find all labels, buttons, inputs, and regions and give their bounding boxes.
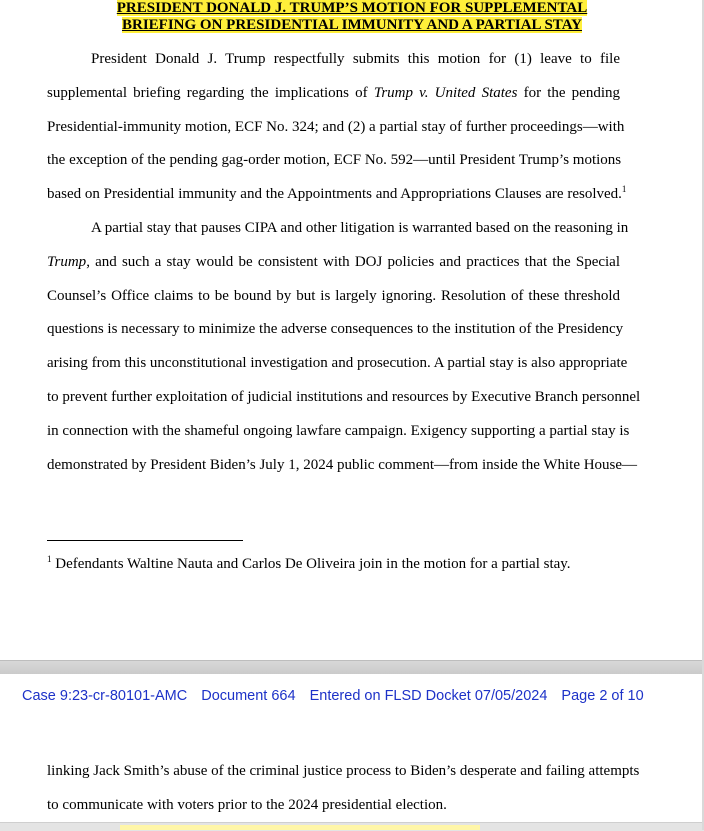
ecf-header-stamp [22, 688, 654, 704]
p2-line-7: in connection with the shameful ongoing lawfare campaign. Exigency supporting a partial stay is [47, 423, 630, 439]
p2-line-3: Counsel’s Office claims to be bound by but is largely ignoring. Resolution of these threshold [47, 288, 620, 304]
p2-line-6: to prevent further exploitation of judicial institutions and resources by Executive Branch personnel [47, 389, 641, 405]
page-separator [0, 660, 704, 675]
p1-line-4: the exception of the pending gag-order motion, ECF No. 592—until President Trump’s motions [47, 152, 622, 168]
p2-line-2: Trump, and such a stay would be consistent with DOJ policies and practices that the Special [47, 254, 620, 270]
p1-line-3: Presidential-immunity motion, ECF No. 324; and (2) a partial stay of further proceedings—with [47, 119, 625, 135]
document-number: Document 664 [201, 688, 296, 704]
title-line-2: BRIEFING ON PRESIDENTIAL IMMUNITY AND A PARTIAL STAY [122, 17, 582, 33]
case-short-citation: Trump [47, 254, 87, 270]
motion-title-2 [0, 17, 704, 33]
p2-line-4: questions is necessary to minimize the adverse consequences to the institution of the Presidency [47, 321, 624, 337]
p2-line-5: arising from this unconstitutional investigation and prosecution. A partial stay is also appropriate [47, 355, 628, 371]
p1-line-5: based on Presidential immunity and the Appointments and Appropriations Clauses are resolved.$^1$ [47, 184, 627, 202]
case-number: Case 9:23-cr-80101-AMC [22, 688, 188, 704]
case-citation: Trump v. United States [373, 85, 518, 101]
p3-line-2: to communicate with voters prior to the 2024 presidential election. [47, 797, 447, 813]
p2-line-8: demonstrated by President Biden’s July 1, 2024 public comment—from inside the White House— [47, 457, 638, 473]
footnote-divider [47, 540, 243, 541]
motion-title [0, 0, 704, 16]
title-line-1: PRESIDENT DONALD J. TRUMP’S MOTION FOR SUPPLEMENTAL [116, 0, 588, 16]
p2-line-1: A partial stay that pauses CIPA and other litigation is warranted based on the reasoning in [91, 220, 629, 236]
p3-line-1: linking Jack Smith’s abuse of the criminal justice process to Biden’s desperate and failing attempts [47, 763, 640, 779]
p1-line-2: supplemental briefing regarding the implications of Trump v. United States for the pending [47, 85, 621, 101]
p1-line-1: President Donald J. Trump respectfully submits this motion for (1) leave to file [91, 51, 620, 67]
docket-entry: Entered on FLSD Docket 07/05/2024 [309, 688, 548, 704]
footnote: $^1$ Defendants Waltine Nauta and Carlos De Oliveira join in the motion for a partial stay. [47, 554, 571, 572]
page-count: Page 2 of 10 [561, 688, 644, 704]
footnote-ref: 1 [621, 184, 627, 194]
